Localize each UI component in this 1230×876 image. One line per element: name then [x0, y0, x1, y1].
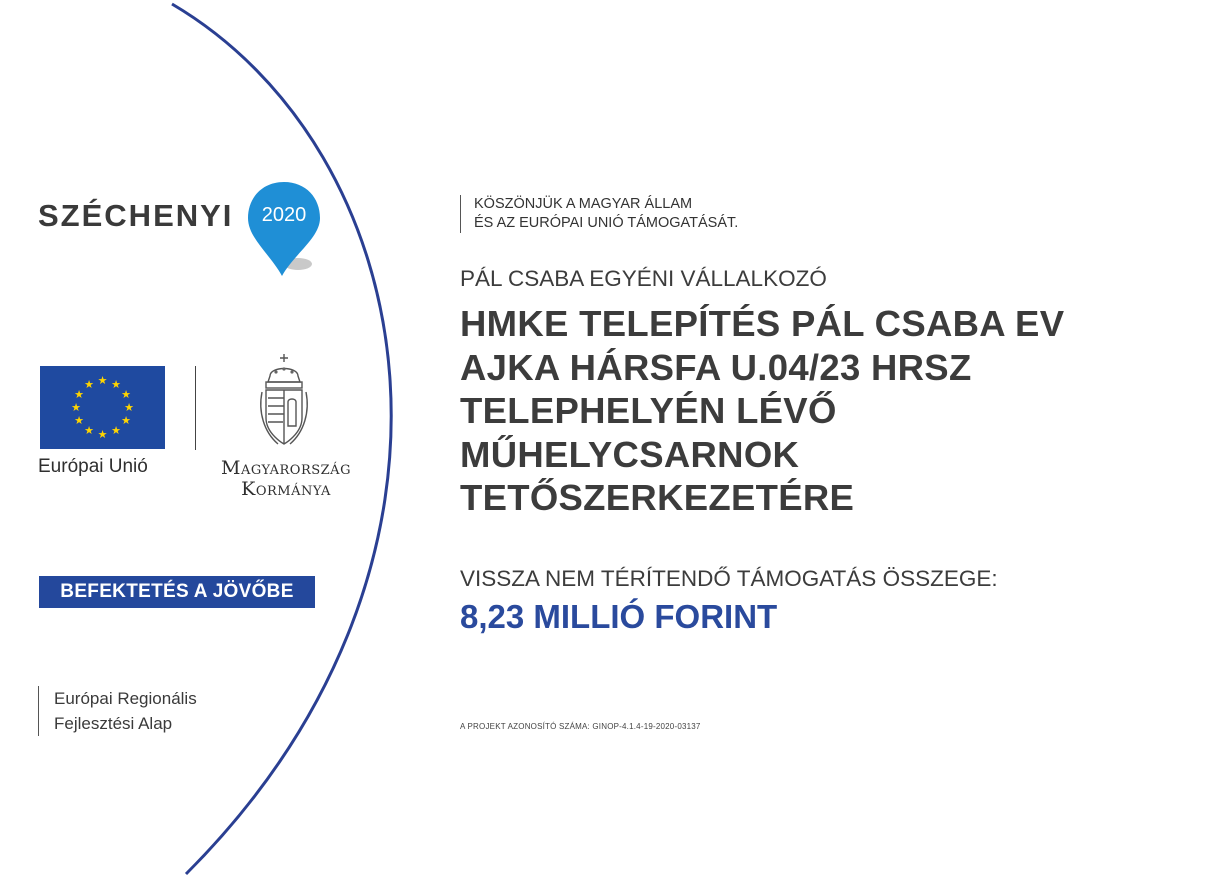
hu-gov-line1: Magyarország — [221, 457, 351, 479]
thanks-line1: KÖSZÖNJÜK A MAGYAR ÁLLAM — [474, 196, 693, 212]
svg-text:★: ★ — [84, 424, 94, 437]
szechenyi-year: 2020 — [261, 204, 307, 226]
svg-text:★: ★ — [111, 424, 121, 437]
project-title-line: HMKE TELEPÍTÉS PÁL CSABA EV — [460, 303, 1065, 344]
logo-divider — [195, 366, 196, 450]
szechenyi-brand: SZÉCHENYI — [38, 198, 234, 233]
fund-line2: Fejlesztési Alap — [54, 714, 173, 733]
svg-text:★: ★ — [124, 401, 134, 414]
svg-text:★: ★ — [97, 374, 108, 387]
project-title-line: TELEPHELYÉN LÉVŐ — [460, 390, 837, 431]
location-pin-icon — [244, 180, 324, 280]
eu-flag — [40, 366, 165, 449]
thanks-note — [460, 195, 738, 233]
eu-label: Európai Unió — [38, 456, 148, 477]
svg-text:★: ★ — [111, 378, 121, 391]
thanks-line2: ÉS AZ EURÓPAI UNIÓ TÁMOGATÁSÁT. — [474, 215, 739, 231]
svg-text:★: ★ — [97, 428, 108, 441]
svg-text:★: ★ — [74, 414, 84, 427]
support-amount: 8,23 MILLIÓ FORINT — [460, 598, 778, 635]
beneficiary-name: PÁL CSABA EGYÉNI VÁLLALKOZÓ — [460, 266, 827, 291]
project-id: A PROJEKT AZONOSÍTÓ SZÁMA: GINOP-4.1.4-19-2020-03137 — [460, 722, 701, 731]
svg-text:★: ★ — [84, 378, 94, 391]
project-title — [460, 302, 1180, 520]
svg-text:★: ★ — [71, 401, 81, 414]
project-title-line: TETŐSZERKEZETÉRE — [460, 477, 855, 518]
project-title-line: AJKA HÁRSFA U.04/23 HRSZ — [460, 346, 972, 388]
hungarian-government-label — [210, 458, 362, 500]
support-label: VISSZA NEM TÉRÍTENDŐ TÁMOGATÁS ÖSSZEGE: — [460, 566, 998, 591]
svg-text:★: ★ — [121, 388, 131, 401]
investment-banner: BEFEKTETÉS A JÖVŐBE — [39, 576, 315, 608]
project-title-line: MŰHELYCSARNOK — [460, 433, 800, 475]
svg-text:★: ★ — [121, 414, 131, 427]
hungarian-coat-of-arms-icon — [258, 352, 310, 448]
eu-stars-icon — [40, 366, 165, 449]
fund-line1: Európai Regionális — [54, 689, 197, 708]
hu-gov-line2: Kormánya — [241, 478, 331, 500]
svg-text:★: ★ — [74, 388, 84, 401]
fund-label — [38, 686, 197, 736]
